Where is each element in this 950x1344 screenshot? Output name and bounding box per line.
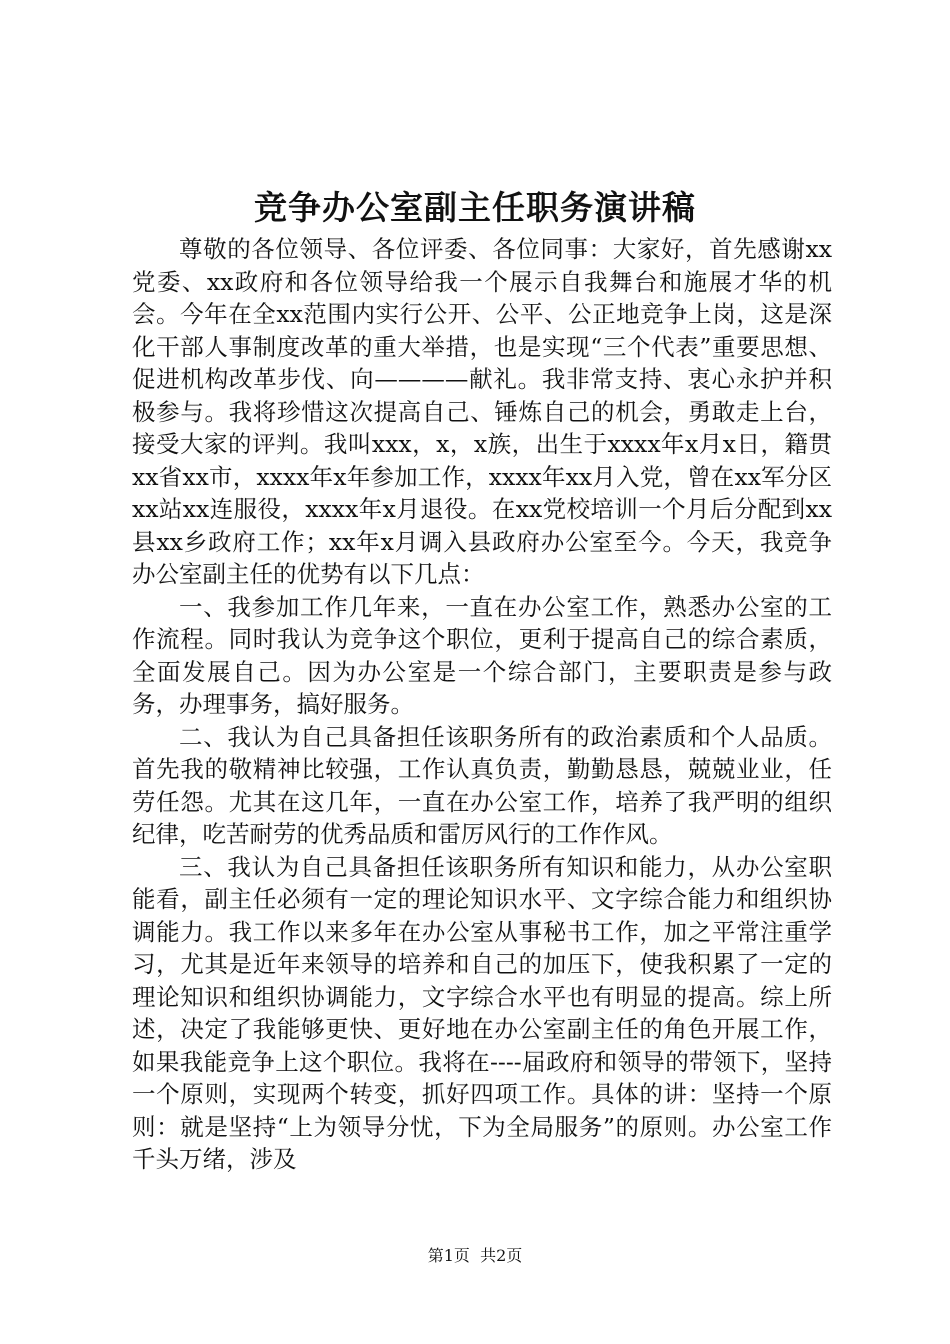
- paragraph-point-two: 二、我认为自己具备担任该职务所有的政治素质和个人品质。首先我的敬精神比较强，工作认真负责，勤勤恳恳，兢兢业业，任劳任怨。尤其在这几年，一直在办公室工作，培养了我严明的组织纪律，吃苦耐劳的优秀品质和雷厉风行的工作作风。: [132, 722, 832, 848]
- document-body: [132, 233, 832, 1176]
- page-number-total: 共2页: [480, 1246, 523, 1265]
- page-title: 竞争办公室副主任职务演讲稿: [254, 188, 696, 227]
- page-number-current: 第1页: [427, 1246, 470, 1265]
- page-footer: [0, 1246, 950, 1266]
- paragraph-point-three: 三、我认为自己具备担任该职务所有知识和能力，从办公室职能看，副主任必须有一定的理论知识水平、文字综合能力和组织协调能力。我工作以来多年在办公室从事秘书工作，加之平常注重学习，尤其是近年来领导的培养和自己的加压下，使我积累了一定的理论知识和组织协调能力，文字综合水平也有明显的提高。综上所述，决定了我能够更快、更好地在办公室副主任的角色开展工作，如果我能竞争上这个职位。我将在----届政府和领导的带领下，坚持一个原则，实现两个转变，抓好四项工作。具体的讲：坚持一个原则：就是坚持“上为领导分忧，下为全局服务”的原则。办公室工作千头万绪，涉及: [132, 852, 832, 1173]
- paragraph-intro: 尊敬的各位领导、各位评委、各位同事：大家好，首先感谢xx党委、xx政府和各位领导给我一个展示自我舞台和施展才华的机会。今年在全xx范围内实行公开、公平、公正地竞争上岗，这是深化干部人事制度改革的重大举措，也是实现“三个代表”重要思想、促进机构改革步伐、向————献礼。我非常支持、衷心永护并积极参与。我将珍惜这次提高自己、锤炼自己的机会，勇敢走上台，接受大家的评判。我叫xxx，x，x族，出生于xxxx年x月x日，籍贯xx省xx市，xxxx年x年参加工作，xxxx年xx月入党，曾在xx军分区xx站xx连服役，xxxx年x月退役。在xx党校培训一个月后分配到xx县xx乡政府工作；xx年x月调入县政府办公室至今。今天，我竞争办公室副主任的优势有以下几点：: [132, 235, 832, 588]
- footer-separator: [470, 1246, 480, 1265]
- paragraph-point-one: 一、我参加工作几年来，一直在办公室工作，熟悉办公室的工作流程。同时我认为竞争这个职位，更利于提高自己的综合素质，全面发展自己。因为办公室是一个综合部门，主要职责是参与政务，办理事务，搞好服务。: [132, 592, 832, 718]
